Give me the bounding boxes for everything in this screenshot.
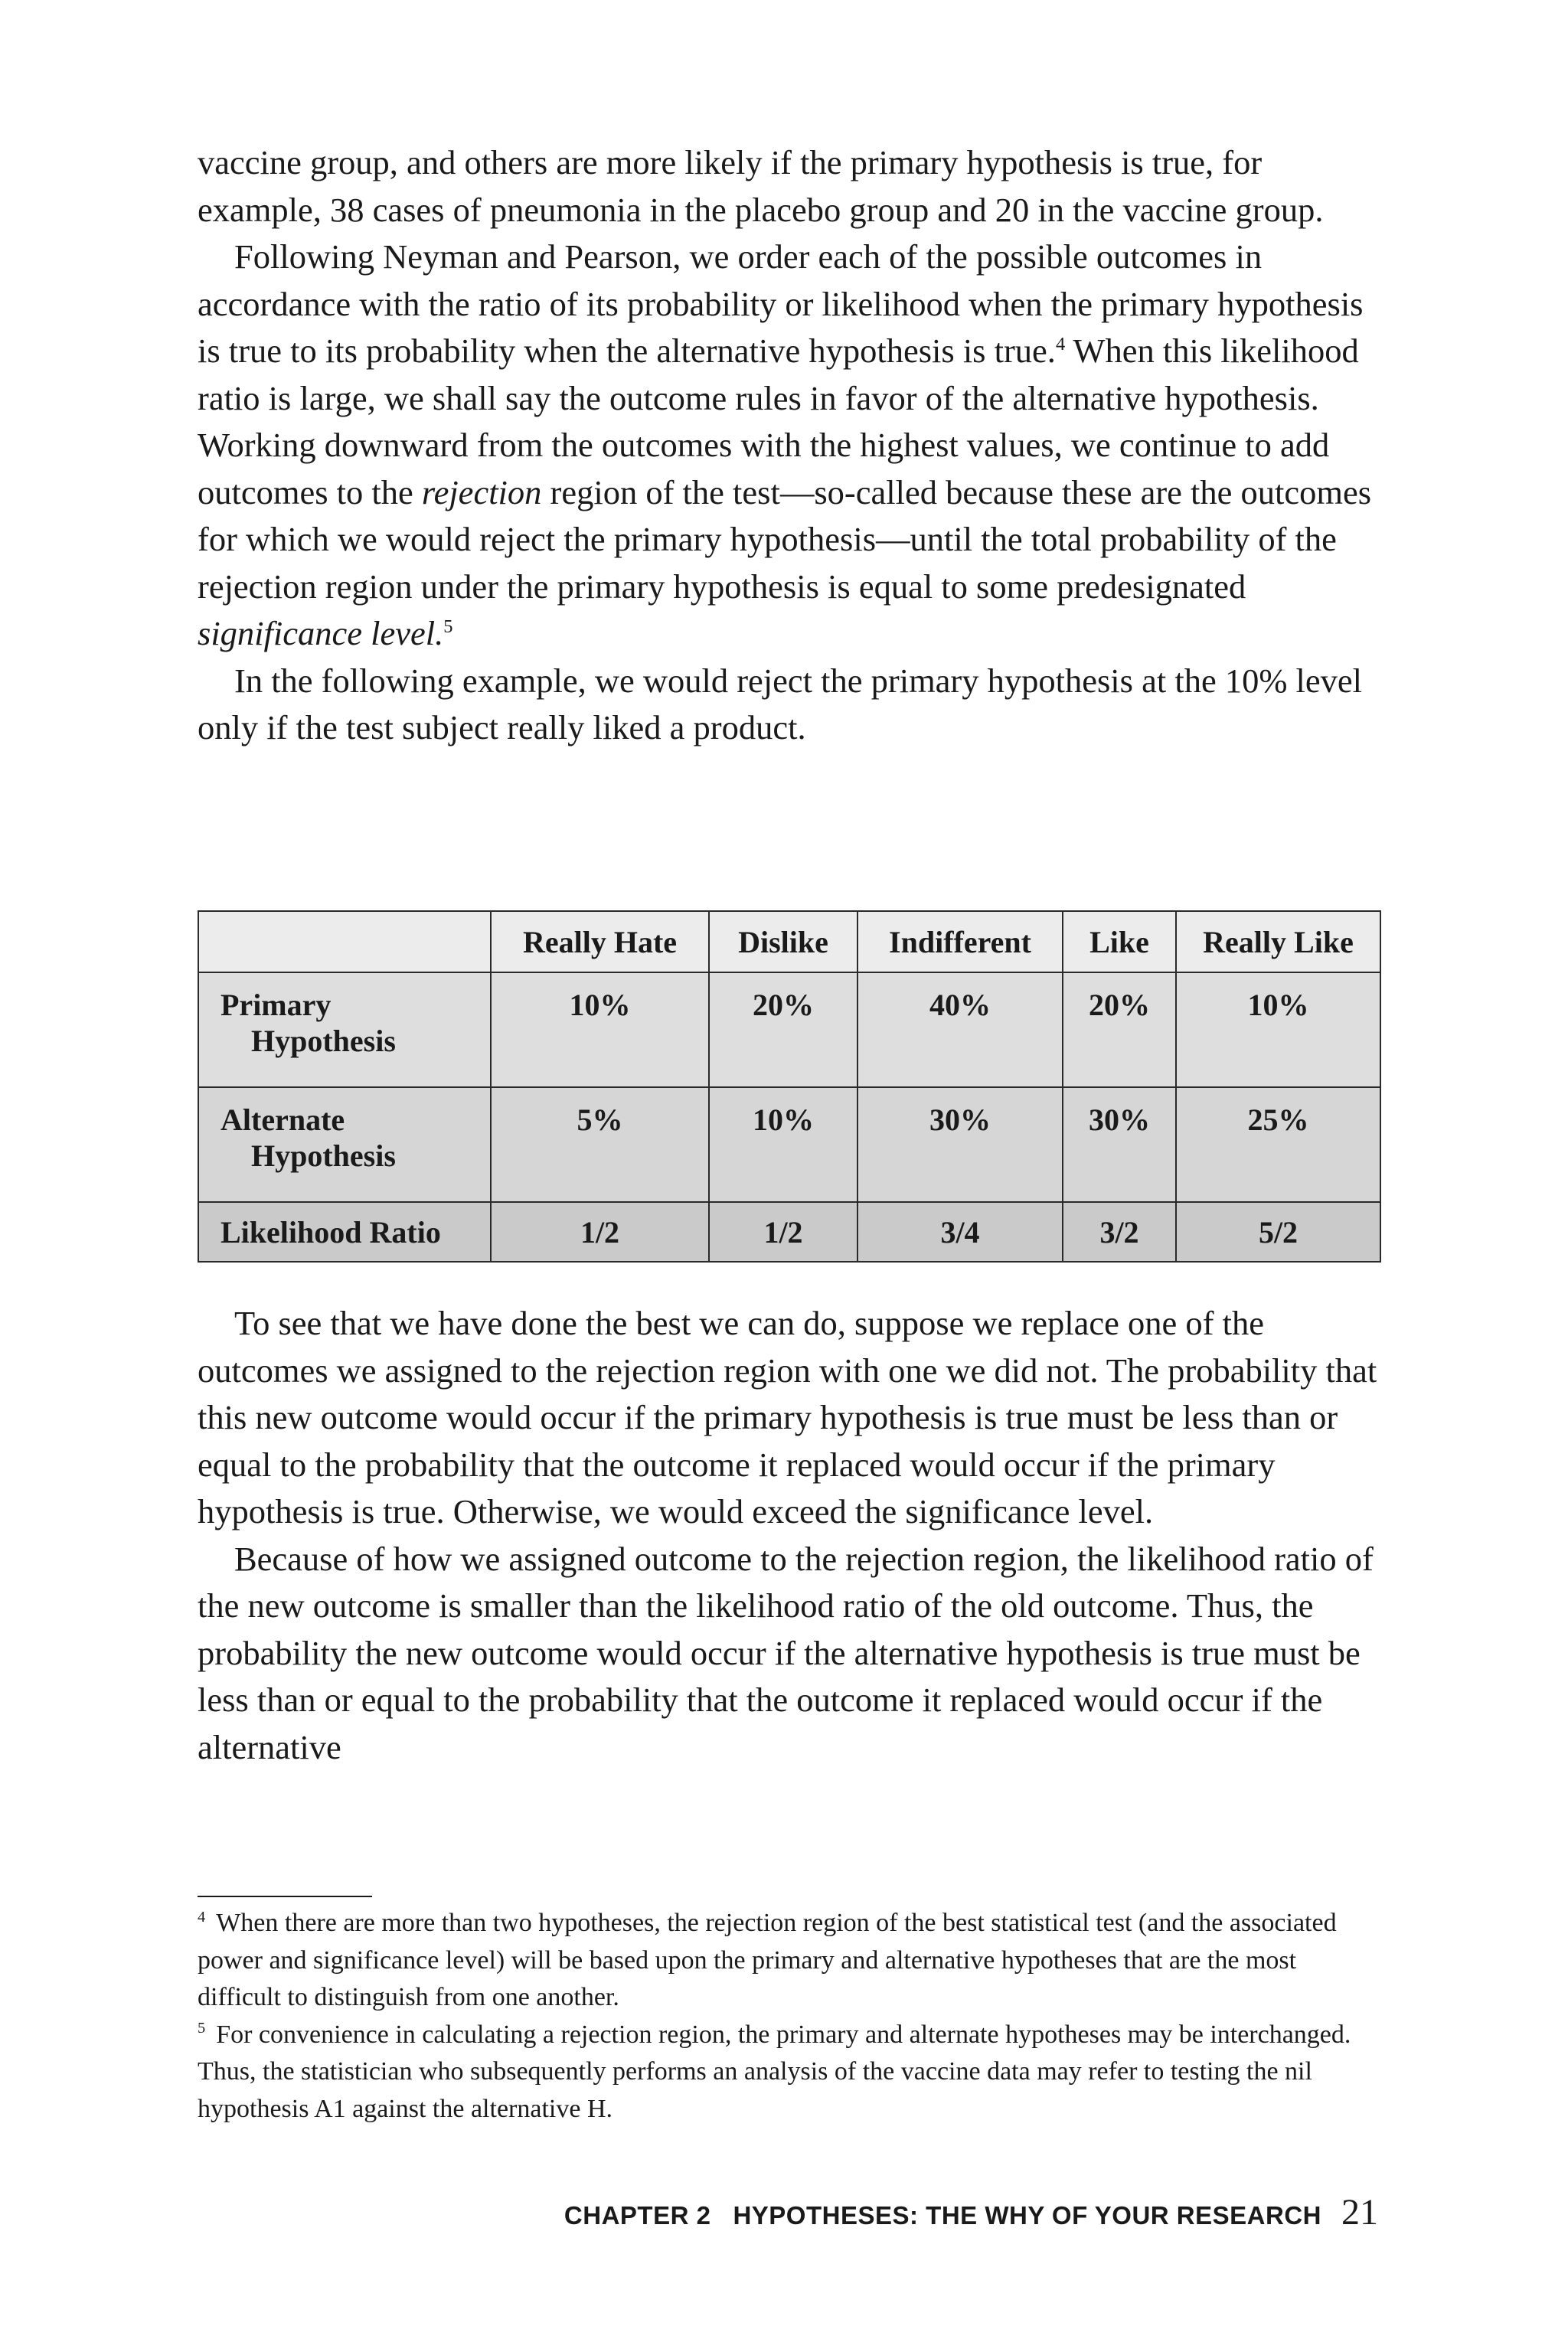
table-cell: 25% [1176,1087,1380,1202]
footnote-ref-5[interactable]: 5 [443,616,453,638]
table-cell: 3/2 [1063,1202,1176,1262]
table-cell: 5% [491,1087,709,1202]
paragraph-continuation: vaccine group, and others are more likely if the primary hypothesis is true, for example, 38 cases of pneumonia in the placebo group and 20 in the vaccine group. [198,143,1324,229]
column-header: Indifferent [858,911,1063,972]
table-header-row [198,911,1380,972]
table-cell: 30% [1063,1087,1176,1202]
column-header: Like [1063,911,1176,972]
table-cell: 3/4 [858,1202,1063,1262]
column-header: Really Hate [491,911,709,972]
row-label: Primary Hypothesis [198,972,491,1087]
table-cell: 5/2 [1176,1202,1380,1262]
table-cell: 40% [858,972,1063,1087]
row-label: Alternate Hypothesis [198,1087,491,1202]
table-cell: 10% [709,1087,858,1202]
table-row-primary [198,972,1380,1087]
table-cell: 20% [1063,972,1176,1087]
running-footer [564,2191,1378,2233]
column-header: Dislike [709,911,858,972]
paragraph-likelihood-argument: Because of how we assigned outcome to the rejection region, the likelihood ratio of the new outcome is smaller than the likelihood ratio of the old outcome. Thus, the probability the new outcome would occur if the alternative hypothesis is true must be less than or equal to the probability that the outcome it replaced would occur if the alternative [198,1539,1374,1766]
table-cell: 10% [1176,972,1380,1087]
row-label: Likelihood Ratio [198,1202,491,1262]
likelihood-table [198,910,1380,1263]
footnote-mark: 4 [198,1908,206,1926]
chapter-title: CHAPTER 2 HYPOTHESES: THE WHY OF YOUR RESEARCH [564,2201,1321,2230]
table-cell: 10% [491,972,709,1087]
paragraph-example-intro: In the following example, we would reject the primary hypothesis at the 10% level only if the test subject really liked a product. [198,661,1363,746]
paragraph-neyman-pearson: Following Neyman and Pearson, we order each of the possible outcomes in accordance with the ratio of its probability or likelihood when the primary hypothesis is true to its probability when the alternative hypothesis is true.$^4$ When this likelihood ratio is large, we shall say the outcome rules in favor of the alternative hypothesis. Working downward from the outcomes with the highest values, we continue to add outcomes to the rejection region of the test—so-called because these are the outcomes for which we would reject the primary hypothesis—until the total probability of the rejection region under the primary hypothesis is equal to some predesignated significance level.$^5$ [198,237,1372,652]
footnote-divider [198,1896,372,1897]
table-cell: 20% [709,972,858,1087]
body-text-top [198,139,1378,752]
table-cell: 1/2 [709,1202,858,1262]
table-corner-cell [198,911,491,972]
table-cell: 1/2 [491,1202,709,1262]
footnotes [198,1905,1378,2128]
footnote-4: $^4$ When there are more than two hypotheses, the rejection region of the best statistical test (and the associated power and significance level) will be based upon the primary and alternative hypotheses that are the most difficult to distinguish from one another. [198,1908,1337,2011]
footnote-mark: 5 [198,2020,206,2037]
table-row-likelihood-ratio [198,1202,1380,1262]
column-header: Really Like [1176,911,1380,972]
page-number: 21 [1341,2192,1378,2233]
table-row-alternate [198,1087,1380,1202]
paragraph-best-test: To see that we have done the best we can do, suppose we replace one of the outcomes we assigned to the rejection region with one we did not. The probability that this new outcome would occur if the primary hypothesis is true must be less than or equal to the probability that the outcome it replaced would occur if the primary hypothesis is true. Otherwise, we would exceed the significance level. [198,1304,1377,1530]
term-significance-level: significance level. [198,614,444,652]
table-cell: 30% [858,1087,1063,1202]
footnote-ref-4[interactable]: 4 [1055,334,1066,355]
footnote-5: $^5$ For convenience in calculating a rejection region, the primary and alternate hypotheses may be interchanged. Thus, the statistician who subsequently performs an analysis of the vaccine data may refer to testing the nil hypothesis A1 against the alternative H. [198,2020,1351,2123]
term-rejection: rejection [421,472,542,511]
body-text-bottom [198,1300,1378,1771]
